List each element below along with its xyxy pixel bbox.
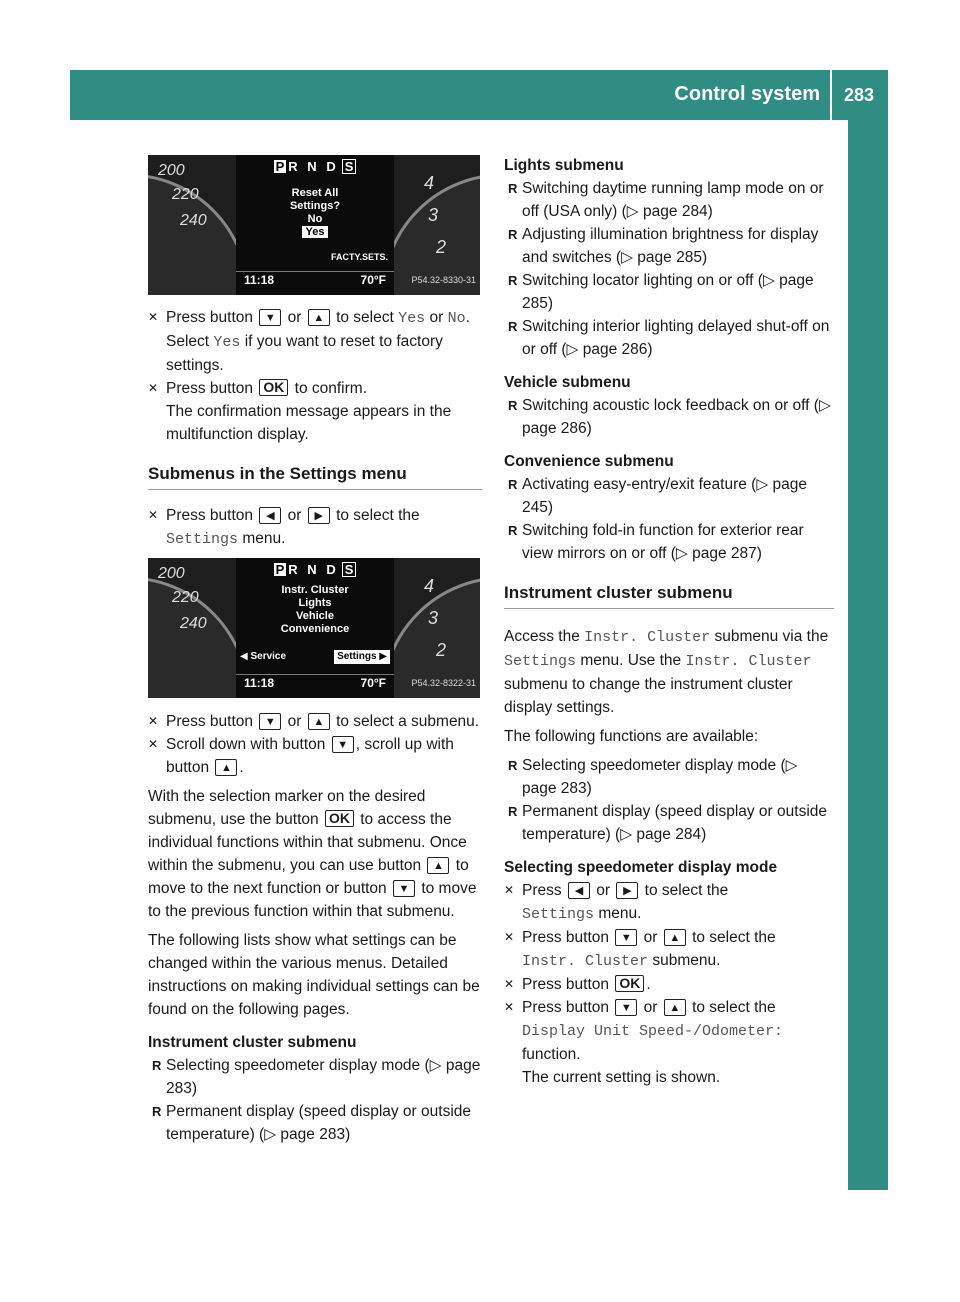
step — [148, 306, 482, 377]
text: Press button — [522, 999, 610, 1016]
down-button-icon: ▼ — [615, 999, 637, 1016]
up-button-icon: ▲ — [308, 309, 330, 326]
list-item — [504, 177, 834, 223]
text: 70°F — [360, 273, 386, 287]
list-item — [504, 269, 834, 315]
text: Press button — [522, 929, 610, 946]
text: The confirmation message appears in the multifunction display. — [166, 403, 452, 443]
bullet-marker-icon: R — [508, 273, 518, 288]
right-button-icon: ▶ — [308, 507, 330, 524]
svg-text:2: 2 — [436, 640, 447, 660]
svg-text:240: 240 — [180, 615, 207, 632]
text: Press button — [166, 507, 254, 524]
display-status — [236, 674, 394, 690]
text: No — [307, 213, 323, 225]
bullet-marker-icon: R — [508, 758, 518, 773]
ok-button-icon: OK — [325, 810, 354, 827]
text: or — [643, 929, 658, 946]
step-marker-icon: ✕ — [504, 1000, 515, 1014]
text: to select the — [336, 507, 420, 524]
text: Display Unit Speed-/Odometer: — [522, 1023, 784, 1040]
step — [148, 377, 482, 446]
text: P — [275, 562, 285, 577]
text: Selecting speedometer display mode (▷ page 283) — [166, 1057, 481, 1097]
list-item — [148, 1054, 482, 1100]
step-marker-icon: ✕ — [504, 930, 515, 944]
text: Switching daytime running lamp mode on or off (USA only) (▷ page 284) — [522, 180, 824, 220]
display-tabs: ◀ Service Settings ▶ — [240, 650, 390, 664]
text: Scroll down with button — [166, 736, 326, 753]
step-marker-icon: ✕ — [504, 883, 515, 897]
text: Switching fold-in function for exterior rear view mirrors on or off (▷ page 287) — [522, 522, 804, 562]
gear-indicator — [236, 159, 394, 174]
figure-id: P54.32-8322-31 — [411, 678, 476, 688]
text: Yes — [302, 226, 329, 238]
text: Settings — [166, 531, 239, 548]
svg-text:200: 200 — [158, 565, 185, 582]
text: Convenience — [280, 623, 350, 635]
text: 11:18 — [244, 676, 275, 690]
bullet-marker-icon: R — [508, 227, 518, 242]
right-column — [504, 154, 834, 1089]
bullet-marker-icon: R — [508, 181, 518, 196]
text: function. — [522, 1046, 581, 1063]
text: or — [429, 309, 444, 326]
list-item — [504, 800, 834, 846]
svg-text:4: 4 — [424, 173, 435, 193]
paragraph — [148, 785, 482, 923]
section-heading: Submenus in the Settings menu — [148, 462, 482, 490]
side-tab-label: Controls in detail — [856, 374, 879, 546]
svg-text:4: 4 — [424, 576, 435, 596]
text: D — [326, 562, 339, 577]
text: to select the — [692, 999, 776, 1016]
text: R — [288, 159, 301, 174]
ok-button-icon: OK — [615, 975, 644, 992]
subheading: Lights submenu — [504, 157, 624, 174]
up-button-icon: ▲ — [664, 929, 686, 946]
list-item — [504, 754, 834, 800]
text: . — [646, 976, 651, 993]
text: Press button — [166, 713, 254, 730]
svg-text:200: 200 — [158, 162, 185, 179]
text: D — [326, 159, 339, 174]
text: Instr. Cluster — [685, 653, 812, 670]
down-button-icon: ▼ — [259, 713, 281, 730]
text: to select — [336, 309, 394, 326]
text: or — [287, 309, 302, 326]
text: Access the — [504, 628, 580, 645]
step-marker-icon: ✕ — [504, 977, 515, 991]
down-button-icon: ▼ — [259, 309, 281, 326]
subheading: Instrument cluster submenu — [148, 1034, 357, 1051]
text: Settings — [337, 651, 377, 662]
list-item — [504, 223, 834, 269]
text: Press button — [166, 380, 254, 397]
text: to access the individual functions within that submenu. Once within the submenu, you can use button — [148, 811, 467, 874]
svg-text:240: 240 — [180, 212, 207, 229]
down-button-icon: ▼ — [332, 736, 354, 753]
step — [148, 504, 482, 551]
text: . Select — [166, 309, 470, 350]
text: to select a submenu. — [336, 713, 480, 730]
text: Instr. Cluster — [522, 953, 649, 970]
paragraph: The following lists show what settings can be changed within the various menus. Detailed instructions on making individual settings can be found on the following pages. — [148, 932, 480, 1018]
display-status — [236, 271, 394, 287]
text: Switching acoustic lock feedback on or off (▷ page 286) — [522, 397, 831, 437]
text: Settings — [522, 906, 595, 923]
subheading: Vehicle submenu — [504, 374, 631, 391]
ok-button-icon: OK — [259, 379, 288, 396]
text: Switching interior lighting delayed shut-off on or off (▷ page 286) — [522, 318, 830, 358]
text: Yes — [398, 310, 426, 327]
text: Reset All — [291, 187, 339, 199]
text: , scroll up with button — [166, 736, 454, 776]
text: S — [342, 562, 357, 577]
text: or — [643, 999, 658, 1016]
svg-text:2: 2 — [436, 237, 447, 257]
paragraph: The following functions are available: — [504, 728, 759, 745]
text: P — [275, 159, 285, 174]
left-button-icon: ◀ — [568, 882, 590, 899]
text: or — [287, 507, 302, 524]
text: Adjusting illumination brightness for display and switches (▷ page 285) — [522, 226, 819, 266]
step — [148, 733, 482, 779]
step-marker-icon: ✕ — [148, 737, 159, 751]
step — [504, 879, 834, 926]
text: if you want to reset to factory settings. — [166, 333, 443, 374]
step-marker-icon: ✕ — [148, 381, 159, 395]
text: Press — [522, 882, 562, 899]
list-item — [504, 519, 834, 565]
svg-text:220: 220 — [172, 589, 199, 606]
figure-id: P54.32-8330-31 — [411, 275, 476, 285]
multifunction-display — [236, 558, 394, 698]
bullet-marker-icon: R — [508, 523, 518, 538]
header-title: Control system — [674, 83, 820, 105]
down-button-icon: ▼ — [393, 880, 415, 897]
text: S — [342, 159, 357, 174]
text: submenu via the — [714, 628, 829, 645]
text: 11:18 — [244, 273, 275, 287]
left-column-top — [148, 306, 482, 551]
step-marker-icon: ✕ — [148, 310, 159, 324]
section-heading: Instrument cluster submenu — [504, 581, 834, 609]
text: . — [239, 759, 244, 776]
bullet-marker-icon: R — [152, 1104, 162, 1119]
step — [504, 973, 834, 996]
up-button-icon: ▲ — [427, 857, 449, 874]
text: R — [288, 562, 301, 577]
cluster-figure-settings — [148, 558, 480, 698]
text: Press button — [166, 309, 254, 326]
step-marker-icon: ✕ — [148, 508, 159, 522]
list-item — [148, 1100, 482, 1146]
up-button-icon: ▲ — [664, 999, 686, 1016]
display-menu — [236, 187, 394, 239]
down-button-icon: ▼ — [615, 929, 637, 946]
text: submenu to change the instrument cluster display settings. — [504, 676, 793, 716]
text: Vehicle — [296, 610, 334, 622]
up-button-icon: ▲ — [308, 713, 330, 730]
text: 70°F — [360, 676, 386, 690]
step-marker-icon: ✕ — [148, 714, 159, 728]
text: to select the — [644, 882, 729, 899]
text: Switching locator lighting on or off (▷ page 285) — [522, 272, 814, 312]
text: FACTY.SETS. — [330, 252, 388, 262]
display-menu — [236, 584, 394, 636]
text: submenu. — [652, 952, 721, 969]
text: Settings — [504, 653, 577, 670]
subheading: Convenience submenu — [504, 453, 674, 470]
text: menu. — [242, 530, 286, 547]
text: menu. — [598, 905, 642, 922]
bullet-marker-icon: R — [508, 319, 518, 334]
text: Service — [250, 651, 287, 662]
multifunction-display — [236, 155, 394, 295]
text: Selecting speedometer display mode (▷ page 283) — [522, 757, 798, 797]
bullet-marker-icon: R — [152, 1058, 162, 1073]
svg-text:220: 220 — [172, 186, 199, 203]
left-button-icon: ◀ — [259, 507, 281, 524]
text: Permanent display (speed display or outside temperature) (▷ page 284) — [522, 803, 828, 843]
text: or — [287, 713, 302, 730]
text: Permanent display (speed display or outside temperature) (▷ page 283) — [166, 1103, 472, 1143]
text: to move to the next function or button — [148, 857, 469, 897]
text: Lights — [298, 597, 332, 609]
text: to confirm. — [294, 380, 368, 397]
right-button-icon: ▶ — [616, 882, 638, 899]
left-column-bottom — [148, 710, 482, 1146]
text: to move to the previous function within that submenu. — [148, 880, 477, 920]
text: to select the — [692, 929, 776, 946]
text: Settings? — [289, 200, 341, 212]
cluster-figure-reset — [148, 155, 480, 295]
bullet-marker-icon: R — [508, 398, 518, 413]
up-button-icon: ▲ — [215, 759, 237, 776]
step — [504, 996, 834, 1089]
text: With the selection marker on the desired submenu, use the button — [148, 788, 426, 828]
subheading: Selecting speedometer display mode — [504, 859, 778, 876]
text: N — [307, 159, 320, 174]
svg-text:3: 3 — [428, 205, 439, 225]
list-item — [504, 473, 834, 519]
text: N — [307, 562, 320, 577]
text: menu. Use the — [580, 652, 682, 669]
text: or — [596, 882, 611, 899]
step — [148, 710, 482, 733]
bullet-marker-icon: R — [508, 804, 518, 819]
page-number: 283 — [843, 85, 874, 105]
text: Yes — [213, 334, 241, 351]
text: The current setting is shown. — [522, 1069, 721, 1086]
list-item — [504, 394, 834, 440]
text: No — [447, 310, 466, 327]
header-separator — [830, 70, 832, 120]
list-item — [504, 315, 834, 361]
svg-text:3: 3 — [428, 608, 439, 628]
text: Instr. Cluster — [281, 584, 349, 596]
header-bar — [70, 70, 888, 120]
bullet-marker-icon: R — [508, 477, 518, 492]
text: Instr. Cluster — [584, 629, 711, 646]
text: Press button — [522, 976, 610, 993]
text: Activating easy-entry/exit feature (▷ page 245) — [522, 476, 808, 516]
step — [504, 926, 834, 973]
gear-indicator — [236, 562, 394, 577]
paragraph — [504, 625, 834, 719]
